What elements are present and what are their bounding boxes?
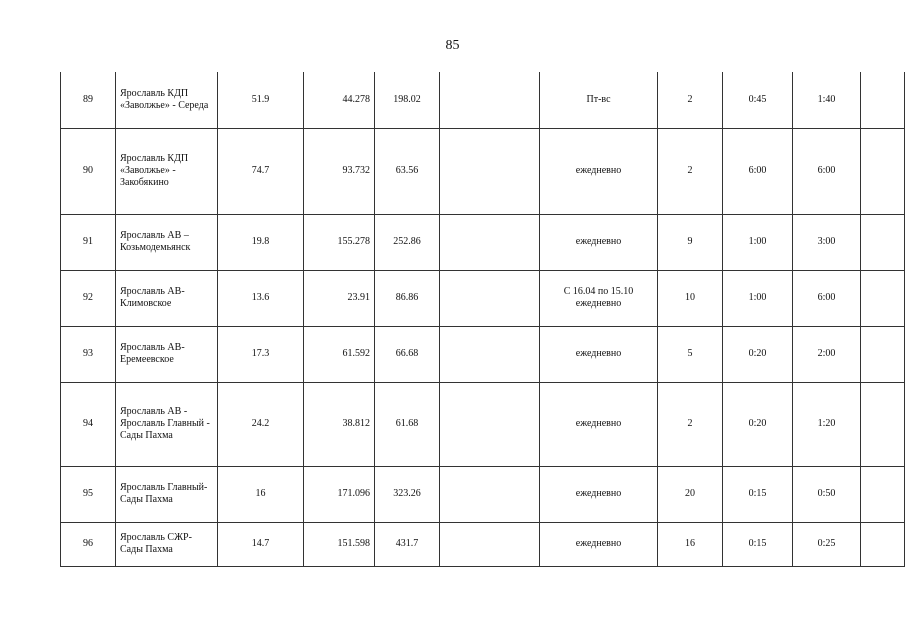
route-name: Ярославль АВ – Козьмодемьянск — [116, 214, 218, 270]
route-interval-2: 0:25 — [793, 522, 861, 566]
route-number: 92 — [61, 270, 116, 326]
route-number: 91 — [61, 214, 116, 270]
route-number: 96 — [61, 522, 116, 566]
route-interval-2: 3:00 — [793, 214, 861, 270]
route-empty-cell — [861, 382, 905, 466]
route-blank-cell — [440, 522, 540, 566]
routes-table — [60, 72, 905, 567]
route-distance: 13.6 — [218, 270, 304, 326]
route-trips: 2 — [658, 72, 723, 128]
route-name: Ярославль КДП «Заволжье» - Закобякино — [116, 128, 218, 214]
route-interval-2: 6:00 — [793, 270, 861, 326]
route-value-1: 44.278 — [304, 72, 375, 128]
route-empty-cell — [861, 326, 905, 382]
route-name: Ярославль АВ-Климовское — [116, 270, 218, 326]
route-interval-1: 1:00 — [723, 214, 793, 270]
route-number: 89 — [61, 72, 116, 128]
route-blank-cell — [440, 326, 540, 382]
route-schedule: ежедневно — [540, 522, 658, 566]
route-blank-cell — [440, 270, 540, 326]
route-interval-2: 1:20 — [793, 382, 861, 466]
route-trips: 16 — [658, 522, 723, 566]
route-blank-cell — [440, 128, 540, 214]
route-empty-cell — [861, 270, 905, 326]
route-trips: 10 — [658, 270, 723, 326]
route-number: 93 — [61, 326, 116, 382]
route-value-1: 155.278 — [304, 214, 375, 270]
route-blank-cell — [440, 382, 540, 466]
table-row — [61, 128, 905, 214]
route-blank-cell — [440, 72, 540, 128]
table-row — [61, 270, 905, 326]
route-trips: 5 — [658, 326, 723, 382]
route-trips: 20 — [658, 466, 723, 522]
table-row — [61, 522, 905, 566]
route-distance: 17.3 — [218, 326, 304, 382]
route-value-1: 61.592 — [304, 326, 375, 382]
route-value-2: 198.02 — [375, 72, 440, 128]
page-number: 85 — [445, 38, 460, 53]
route-value-1: 171.096 — [304, 466, 375, 522]
route-value-2: 63.56 — [375, 128, 440, 214]
route-trips: 2 — [658, 128, 723, 214]
route-schedule: С 16.04 по 15.10 ежедневно — [540, 270, 658, 326]
route-trips: 2 — [658, 382, 723, 466]
route-empty-cell — [861, 72, 905, 128]
route-name: Ярославль АВ-Еремеевское — [116, 326, 218, 382]
route-interval-2: 0:50 — [793, 466, 861, 522]
table-row — [61, 326, 905, 382]
table-row — [61, 72, 905, 128]
route-name: Ярославль КДП «Заволжье» - Середа — [116, 72, 218, 128]
route-value-2: 66.68 — [375, 326, 440, 382]
route-name: Ярославль Главный-Сады Пахма — [116, 466, 218, 522]
route-value-2: 431.7 — [375, 522, 440, 566]
route-interval-1: 0:20 — [723, 382, 793, 466]
route-distance: 19.8 — [218, 214, 304, 270]
route-empty-cell — [861, 128, 905, 214]
route-number: 94 — [61, 382, 116, 466]
route-name: Ярославль АВ - Ярославль Главный - Сады Пахма — [116, 382, 218, 466]
route-distance: 51.9 — [218, 72, 304, 128]
route-value-2: 86.86 — [375, 270, 440, 326]
table-row — [61, 214, 905, 270]
route-schedule: ежедневно — [540, 382, 658, 466]
route-value-1: 93.732 — [304, 128, 375, 214]
route-empty-cell — [861, 214, 905, 270]
route-schedule: ежедневно — [540, 326, 658, 382]
route-interval-1: 1:00 — [723, 270, 793, 326]
route-distance: 14.7 — [218, 522, 304, 566]
route-interval-2: 2:00 — [793, 326, 861, 382]
route-value-1: 38.812 — [304, 382, 375, 466]
route-blank-cell — [440, 214, 540, 270]
route-number: 90 — [61, 128, 116, 214]
route-value-2: 61.68 — [375, 382, 440, 466]
route-value-1: 151.598 — [304, 522, 375, 566]
route-interval-2: 6:00 — [793, 128, 861, 214]
route-trips: 9 — [658, 214, 723, 270]
route-number: 95 — [61, 466, 116, 522]
route-schedule: ежедневно — [540, 466, 658, 522]
route-schedule: ежедневно — [540, 128, 658, 214]
route-value-2: 323.26 — [375, 466, 440, 522]
route-value-2: 252.86 — [375, 214, 440, 270]
route-interval-1: 6:00 — [723, 128, 793, 214]
route-schedule: Пт-вс — [540, 72, 658, 128]
route-value-1: 23.91 — [304, 270, 375, 326]
route-interval-2: 1:40 — [793, 72, 861, 128]
route-distance: 16 — [218, 466, 304, 522]
route-name: Ярославль СЖР-Сады Пахма — [116, 522, 218, 566]
route-distance: 74.7 — [218, 128, 304, 214]
route-interval-1: 0:45 — [723, 72, 793, 128]
route-schedule: ежедневно — [540, 214, 658, 270]
route-interval-1: 0:15 — [723, 522, 793, 566]
route-interval-1: 0:15 — [723, 466, 793, 522]
table-row — [61, 466, 905, 522]
route-empty-cell — [861, 466, 905, 522]
routes-table-body — [61, 72, 905, 566]
table-row — [61, 382, 905, 466]
route-blank-cell — [440, 466, 540, 522]
route-distance: 24.2 — [218, 382, 304, 466]
route-empty-cell — [861, 522, 905, 566]
route-interval-1: 0:20 — [723, 326, 793, 382]
